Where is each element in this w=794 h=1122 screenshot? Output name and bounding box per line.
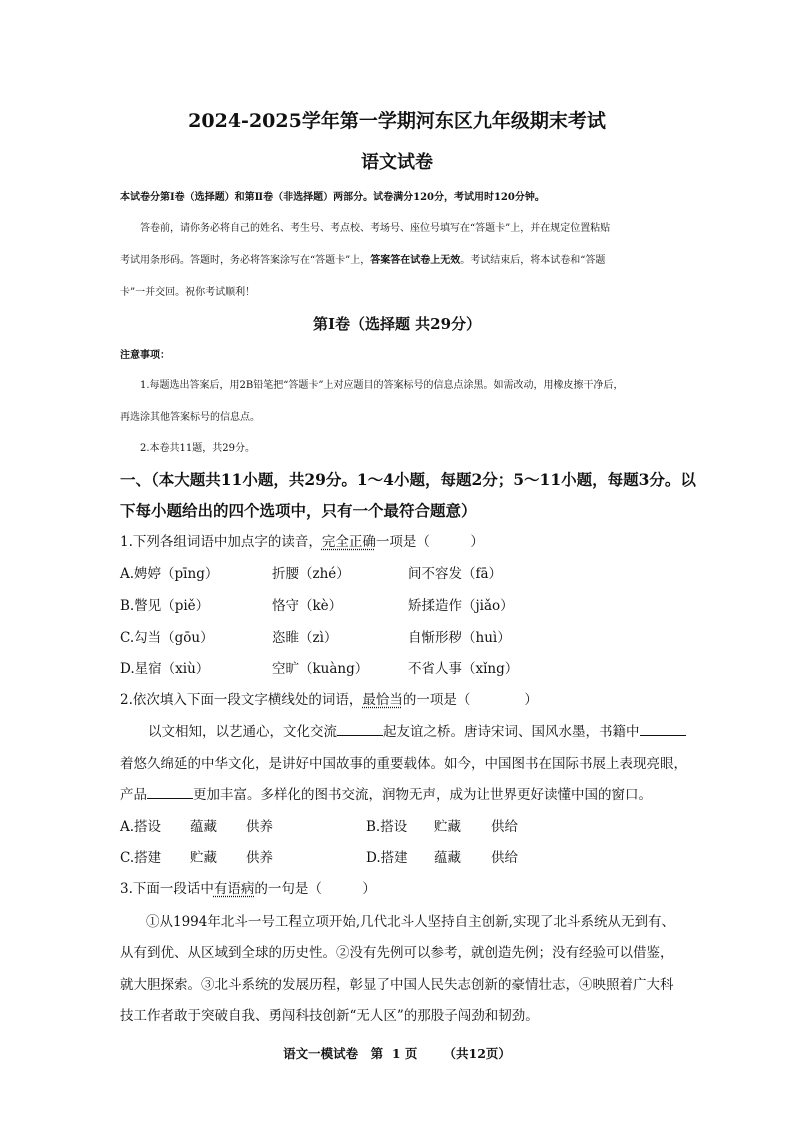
q2-option-d-2: 蕴藏: [434, 850, 461, 866]
q1-option-b-2: 恪守（kè）: [272, 598, 343, 614]
page-footer: 语文一模试卷 第 1 页 （共12页）: [283, 1046, 511, 1061]
blank-line: [337, 723, 383, 736]
q1-option-a: A.娉婷（pīng）: [120, 566, 219, 582]
page-total: （共12页）: [443, 1046, 511, 1061]
q2-passage-line3: 产品 更加丰富。多样化的图书交流，润物无声，成为让世界更好读懂中国的窗口。: [120, 787, 652, 803]
intro-line: 本试卷分第Ⅰ卷（选择题）和第Ⅱ卷（非选择题）两部分。试卷满分120分，考试用时120分钟。: [120, 192, 545, 203]
q1-option-d-3: 不省人事（xǐng）: [408, 661, 519, 677]
notice-item-1b: 再选涂其他答案标号的信息点。: [120, 412, 260, 423]
q2-option-c: C.搭建: [120, 850, 162, 866]
notice-item-2: 2.本卷共11题，共29分。: [140, 443, 255, 454]
q2-option-a-2: 蕴藏: [190, 819, 217, 835]
q1-option-c-3: 自惭形秽（huì）: [408, 630, 511, 646]
q2-emphasis: 最恰当: [362, 692, 403, 708]
q2-stem: 2.依次填入下面一段文字横线处的词语，最恰当的一项是（ ）: [120, 692, 538, 708]
q1-emphasis: 完全正确: [321, 534, 376, 550]
q1-option-d: D.星宿（xiù）: [120, 661, 210, 677]
q1-option-b-3: 矫揉造作（jiǎo）: [408, 598, 514, 614]
q2-option-c-3: 供养: [246, 850, 273, 866]
q1-option-c-2: 恣睢（zì）: [272, 630, 338, 646]
q1-stem: 1.下列各组词语中加点字的读音，完全正确一项是（ ）: [120, 534, 484, 550]
q1-option-a-2: 折腰（zhé）: [272, 566, 350, 582]
q3-passage-line2: 从有到优、从区域到全球的历史性。②没有先例可以参考，就创造先例；没有经验可以借鉴，: [120, 945, 674, 961]
q2-option-b: B.搭设: [366, 819, 408, 835]
exam-subject: 语文试卷: [361, 152, 433, 173]
exam-title: 2024-2025学年第一学期河东区九年级期末考试: [188, 110, 606, 132]
q2-option-c-2: 贮藏: [190, 850, 217, 866]
q1-option-a-3: 间不容发（fā）: [408, 566, 503, 582]
page-number: 1: [391, 1046, 401, 1061]
q1-option-d-2: 空旷（kuàng）: [272, 661, 369, 677]
q2-option-a-3: 供养: [246, 819, 273, 835]
q2-passage-line1: 以文相知，以艺通心，文化交流 起友谊之桥。唐诗宋词、国风水墨，书籍中: [148, 720, 686, 740]
section-one-line2: 下每小题给出的四个选项中，只有一个最符合题意）: [120, 501, 477, 520]
intro-p2: 考试用条形码。答题时，务必将答案涂写在“答题卡”上，答案答在试卷上无效。考试结束后，将本试卷和“答题: [120, 255, 606, 266]
q1-option-b: B.瞥见（piě）: [120, 598, 210, 614]
intro-p1: 答卷前，请你务必将自己的姓名、考生号、考点校、考场号、座位号填写在“答题卡”上，并在规定位置粘贴: [140, 223, 611, 234]
q2-option-b-2: 贮藏: [434, 819, 461, 835]
q2-option-d: D.搭建: [366, 850, 408, 866]
blank-line: [147, 786, 193, 799]
q1-option-c: C.勾当（gōu）: [120, 630, 214, 646]
q3-passage-line4: 技工作者敢于突破自我、勇闯科技创新“无人区”的那股子闯劲和韧劲。: [120, 1008, 539, 1024]
notice-label: 注意事项：: [120, 350, 170, 361]
blank-line: [640, 723, 686, 736]
q2-passage-line2: 着悠久绵延的中华文化，是讲好中国故事的重要载体。如今，中国图书在国际书展上表现亮眼，: [120, 756, 687, 772]
q2-option-a: A.搭设: [120, 819, 162, 835]
q2-option-d-3: 供给: [491, 850, 518, 866]
intro-p3: 卡”一并交回。祝你考试顺利！: [120, 287, 256, 298]
q3-passage-line1: ①从1994年北斗一号工程立项开始,几代北斗人坚持自主创新,实现了北斗系统从无到有、: [146, 914, 675, 930]
intro-emphasis: 答案答在试卷上无效: [370, 255, 461, 266]
notice-item-1a: 1.每题选出答案后，用2B铅笔把“答题卡”上对应题目的答案标号的信息点涂黑。如需改动，用橡皮擦干净后，: [140, 380, 624, 391]
q3-emphasis: 有语病: [213, 881, 255, 897]
part1-heading: 第Ⅰ卷（选择题 共29分）: [312, 315, 482, 333]
q2-option-b-3: 供给: [491, 819, 518, 835]
q3-stem: 3.下面一段话中有语病的一句是（ ）: [120, 881, 376, 897]
q3-passage-line3: 就大胆探索。③北斗系统的发展历程，彰显了中国人民失志创新的豪情壮志，④映照着广大科: [120, 977, 674, 993]
section-one-line1: 一、（本大题共11小题，共29分。1～4小题，每题2分；5～11小题，每题3分。以: [120, 470, 696, 489]
